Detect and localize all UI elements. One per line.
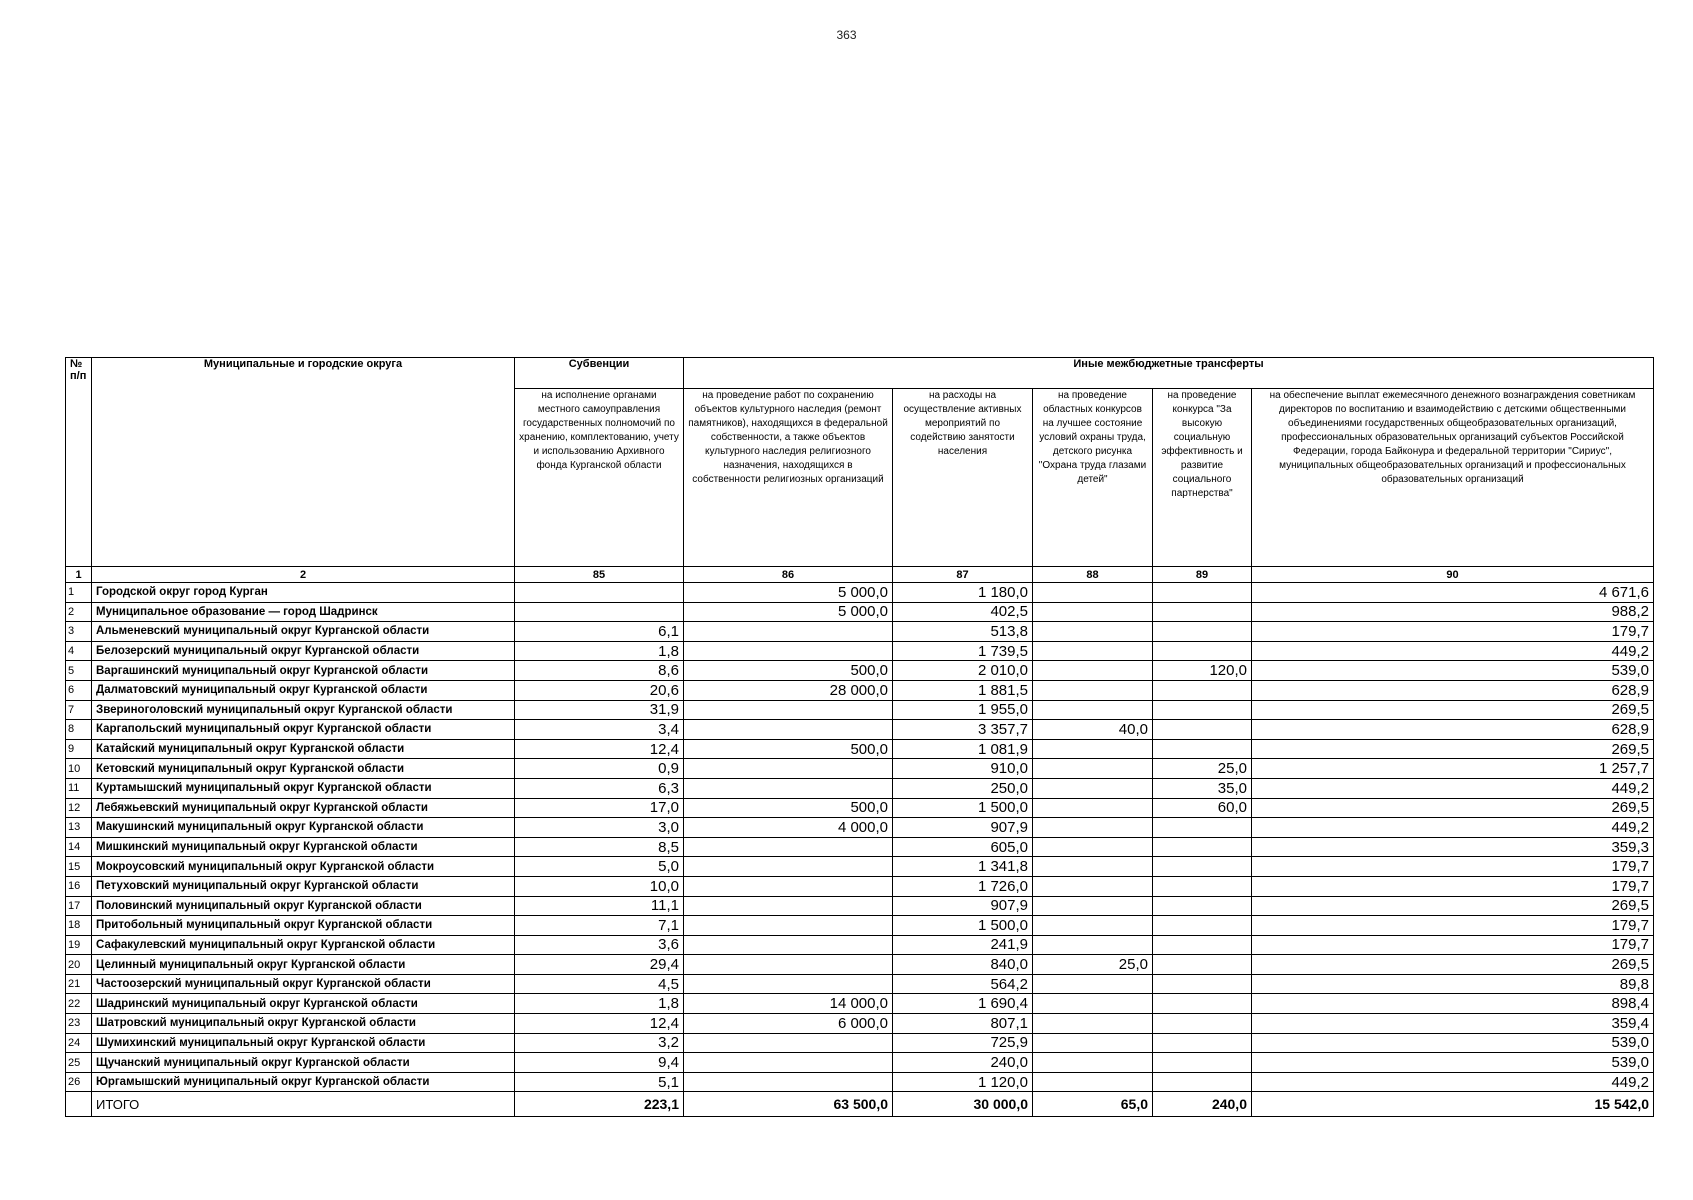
column-number: 88 [1033, 567, 1153, 583]
value-cell-87: 1 739,5 [893, 641, 1033, 661]
value-cell-89 [1153, 622, 1252, 642]
district-name: Шумихинский муниципальный округ Курганской области [92, 1033, 515, 1053]
column-number: 90 [1252, 567, 1654, 583]
value-cell-89 [1153, 818, 1252, 838]
district-name: Частоозерский муниципальный округ Курганской области [92, 974, 515, 994]
value-cell-89 [1153, 1072, 1252, 1092]
total-value-87: 30 000,0 [893, 1092, 1033, 1117]
district-name: Звериноголовский муниципальный округ Курганской области [92, 700, 515, 720]
row-number: 20 [66, 955, 92, 975]
value-cell-87: 1 500,0 [893, 916, 1033, 936]
value-cell-89 [1153, 1014, 1252, 1034]
value-cell-88 [1033, 759, 1153, 779]
value-cell-86 [684, 778, 893, 798]
value-cell-85: 4,5 [515, 974, 684, 994]
value-cell-89 [1153, 955, 1252, 975]
district-name: Щучанский муниципальный округ Курганской области [92, 1053, 515, 1073]
subheader-85: на исполнение органами местного самоуправления государственных полномочий по хранению, комплектованию, учету и использованию Архивного фонда Курганской области [515, 389, 684, 567]
column-number: 86 [684, 567, 893, 583]
value-cell-85: 6,3 [515, 778, 684, 798]
value-cell-89: 25,0 [1153, 759, 1252, 779]
value-cell-85: 8,6 [515, 661, 684, 681]
value-cell-86: 14 000,0 [684, 994, 893, 1014]
value-cell-86 [684, 876, 893, 896]
value-cell-89 [1153, 896, 1252, 916]
value-cell-86 [684, 622, 893, 642]
district-name: Петуховский муниципальный округ Курганской области [92, 876, 515, 896]
row-number: 3 [66, 622, 92, 642]
table-row [66, 876, 1654, 896]
total-row [66, 1092, 1654, 1117]
value-cell-87: 250,0 [893, 778, 1033, 798]
value-cell-90: 179,7 [1252, 935, 1654, 955]
table-row [66, 641, 1654, 661]
value-cell-85: 29,4 [515, 955, 684, 975]
table-row [66, 857, 1654, 877]
district-name: Каргапольский муниципальный округ Курганской области [92, 720, 515, 740]
table-row [66, 778, 1654, 798]
subheader-86: на проведение работ по сохранению объектов культурного наследия (ремонт памятников), находящихся в федеральной собственности, а также объектов культурного наследия религиозного назначения, находящихся в собственности религиозных организаций [684, 389, 893, 567]
value-cell-85: 3,4 [515, 720, 684, 740]
value-cell-89 [1153, 974, 1252, 994]
value-cell-89: 60,0 [1153, 798, 1252, 818]
table-row [66, 622, 1654, 642]
row-number: 23 [66, 1014, 92, 1034]
row-number: 15 [66, 857, 92, 877]
value-cell-88 [1033, 798, 1153, 818]
row-number: 5 [66, 661, 92, 681]
value-cell-90: 179,7 [1252, 857, 1654, 877]
value-cell-89 [1153, 720, 1252, 740]
value-cell-87: 1 120,0 [893, 1072, 1033, 1092]
table-row [66, 916, 1654, 936]
value-cell-89 [1153, 916, 1252, 936]
value-cell-88 [1033, 857, 1153, 877]
row-number: 4 [66, 641, 92, 661]
value-cell-88 [1033, 1072, 1153, 1092]
value-cell-87: 1 726,0 [893, 876, 1033, 896]
row-number: 1 [66, 583, 92, 603]
value-cell-90: 539,0 [1252, 1053, 1654, 1073]
row-number: 21 [66, 974, 92, 994]
row-number: 13 [66, 818, 92, 838]
table-row [66, 1072, 1654, 1092]
district-name: Варгашинский муниципальный округ Курганской области [92, 661, 515, 681]
table-row [66, 837, 1654, 857]
value-cell-88 [1033, 994, 1153, 1014]
value-cell-88 [1033, 778, 1153, 798]
district-name: Сафакулевский муниципальный округ Курганской области [92, 935, 515, 955]
value-cell-90: 179,7 [1252, 622, 1654, 642]
district-name: Белозерский муниципальный округ Курганской области [92, 641, 515, 661]
column-number: 2 [92, 567, 515, 583]
value-cell-89 [1153, 876, 1252, 896]
value-cell-87: 1 881,5 [893, 680, 1033, 700]
value-cell-86: 5 000,0 [684, 583, 893, 603]
district-name: Куртамышский муниципальный округ Курганской области [92, 778, 515, 798]
value-cell-88 [1033, 818, 1153, 838]
table-row [66, 680, 1654, 700]
total-value-85: 223,1 [515, 1092, 684, 1117]
row-number: 2 [66, 602, 92, 622]
value-cell-86 [684, 974, 893, 994]
value-cell-90: 628,9 [1252, 720, 1654, 740]
table-row [66, 818, 1654, 838]
value-cell-85: 9,4 [515, 1053, 684, 1073]
value-cell-89 [1153, 1033, 1252, 1053]
subventions-header: Субвенции [515, 358, 684, 389]
value-cell-85: 1,8 [515, 994, 684, 1014]
value-cell-89 [1153, 857, 1252, 877]
subheader-89: на проведение конкурса "За высокую социальную эффективность и развитие социального партнерства" [1153, 389, 1252, 567]
value-cell-88 [1033, 622, 1153, 642]
value-cell-90: 269,5 [1252, 896, 1654, 916]
district-name: Муниципальное образование — город Шадринск [92, 602, 515, 622]
value-cell-87: 910,0 [893, 759, 1033, 779]
value-cell-88 [1033, 1053, 1153, 1073]
value-cell-87: 1 081,9 [893, 739, 1033, 759]
table-row [66, 974, 1654, 994]
column-number: 1 [66, 567, 92, 583]
total-value-89: 240,0 [1153, 1092, 1252, 1117]
value-cell-87: 907,9 [893, 818, 1033, 838]
table-row [66, 739, 1654, 759]
col-name-header: Муниципальные и городские округа [92, 358, 515, 567]
value-cell-87: 240,0 [893, 1053, 1033, 1073]
value-cell-86: 500,0 [684, 661, 893, 681]
value-cell-85: 31,9 [515, 700, 684, 720]
district-name: Юргамышский муниципальный округ Курганской области [92, 1072, 515, 1092]
column-number: 87 [893, 567, 1033, 583]
value-cell-88 [1033, 680, 1153, 700]
value-cell-90: 4 671,6 [1252, 583, 1654, 603]
subheader-90: на обеспечение выплат ежемесячного денежного вознаграждения советникам директоров по воспитанию и взаимодействию с детскими общественными объединениями государственных общеобразовательных организаций, профессиональных образовательных организаций субъектов Российской Федерации, города Байконура и федеральной территории "Сириус", муниципальных общеобразовательных организаций и профессиональных образовательных организаций [1252, 389, 1654, 567]
page-number: 363 [836, 28, 857, 42]
value-cell-90: 179,7 [1252, 876, 1654, 896]
value-cell-89 [1153, 739, 1252, 759]
value-cell-86 [684, 1072, 893, 1092]
value-cell-90: 269,5 [1252, 955, 1654, 975]
value-cell-89 [1153, 583, 1252, 603]
total-value-90: 15 542,0 [1252, 1092, 1654, 1117]
value-cell-88 [1033, 974, 1153, 994]
table-row [66, 994, 1654, 1014]
value-cell-85: 0,9 [515, 759, 684, 779]
value-cell-90: 269,5 [1252, 700, 1654, 720]
value-cell-90: 449,2 [1252, 1072, 1654, 1092]
value-cell-87: 1 341,8 [893, 857, 1033, 877]
district-name: Половинский муниципальный округ Курганской области [92, 896, 515, 916]
subheader-88: на проведение областных конкурсов на лучшее состояние условий охраны труда, детского рисунка "Охрана труда глазами детей" [1033, 389, 1153, 567]
col-number-header: № п/п [66, 358, 92, 567]
value-cell-87: 1 690,4 [893, 994, 1033, 1014]
value-cell-89 [1153, 935, 1252, 955]
value-cell-87: 513,8 [893, 622, 1033, 642]
table-row [66, 720, 1654, 740]
value-cell-85: 20,6 [515, 680, 684, 700]
value-cell-90: 89,8 [1252, 974, 1654, 994]
value-cell-87: 2 010,0 [893, 661, 1033, 681]
value-cell-85 [515, 602, 684, 622]
value-cell-85: 11,1 [515, 896, 684, 916]
value-cell-85 [515, 583, 684, 603]
value-cell-85: 17,0 [515, 798, 684, 818]
value-cell-86: 5 000,0 [684, 602, 893, 622]
value-cell-86 [684, 935, 893, 955]
value-cell-90: 539,0 [1252, 1033, 1654, 1053]
district-name: Лебяжьевский муниципальный округ Курганской области [92, 798, 515, 818]
value-cell-86 [684, 916, 893, 936]
row-number: 22 [66, 994, 92, 1014]
value-cell-86 [684, 955, 893, 975]
value-cell-90: 1 257,7 [1252, 759, 1654, 779]
column-numbers-row [66, 567, 1654, 583]
value-cell-85: 3,2 [515, 1033, 684, 1053]
value-cell-86: 6 000,0 [684, 1014, 893, 1034]
value-cell-87: 725,9 [893, 1033, 1033, 1053]
value-cell-87: 241,9 [893, 935, 1033, 955]
value-cell-88 [1033, 583, 1153, 603]
total-value-88: 65,0 [1033, 1092, 1153, 1117]
row-number: 26 [66, 1072, 92, 1092]
value-cell-90: 898,4 [1252, 994, 1654, 1014]
column-number: 89 [1153, 567, 1252, 583]
value-cell-85: 3,6 [515, 935, 684, 955]
value-cell-89 [1153, 1053, 1252, 1073]
district-name: Макушинский муниципальный округ Курганской области [92, 818, 515, 838]
value-cell-85: 6,1 [515, 622, 684, 642]
value-cell-88 [1033, 916, 1153, 936]
value-cell-85: 5,1 [515, 1072, 684, 1092]
value-cell-87: 564,2 [893, 974, 1033, 994]
row-number: 6 [66, 680, 92, 700]
table-row [66, 1014, 1654, 1034]
value-cell-90: 179,7 [1252, 916, 1654, 936]
value-cell-90: 449,2 [1252, 778, 1654, 798]
value-cell-87: 1 180,0 [893, 583, 1033, 603]
row-number: 12 [66, 798, 92, 818]
subheader-87: на расходы на осуществление активных мероприятий по содействию занятости населения [893, 389, 1033, 567]
value-cell-89 [1153, 700, 1252, 720]
value-cell-85: 7,1 [515, 916, 684, 936]
value-cell-88 [1033, 602, 1153, 622]
table-row [66, 798, 1654, 818]
value-cell-90: 628,9 [1252, 680, 1654, 700]
value-cell-88 [1033, 1014, 1153, 1034]
table-row [66, 759, 1654, 779]
value-cell-88 [1033, 641, 1153, 661]
value-cell-86 [684, 837, 893, 857]
value-cell-88 [1033, 837, 1153, 857]
value-cell-89 [1153, 994, 1252, 1014]
district-name: Мишкинский муниципальный округ Курганской области [92, 837, 515, 857]
value-cell-86: 28 000,0 [684, 680, 893, 700]
transfers-table [65, 357, 1654, 1117]
district-name: Целинный муниципальный округ Курганской области [92, 955, 515, 975]
row-number: 9 [66, 739, 92, 759]
value-cell-85: 10,0 [515, 876, 684, 896]
value-cell-86 [684, 1033, 893, 1053]
row-number: 16 [66, 876, 92, 896]
value-cell-90: 269,5 [1252, 739, 1654, 759]
value-cell-89 [1153, 680, 1252, 700]
transfers-header: Иные межбюджетные трансферты [684, 358, 1654, 389]
value-cell-90: 988,2 [1252, 602, 1654, 622]
value-cell-90: 449,2 [1252, 818, 1654, 838]
value-cell-90: 539,0 [1252, 661, 1654, 681]
value-cell-88: 25,0 [1033, 955, 1153, 975]
value-cell-89 [1153, 602, 1252, 622]
table-row [66, 896, 1654, 916]
value-cell-88 [1033, 896, 1153, 916]
row-number: 10 [66, 759, 92, 779]
value-cell-90: 269,5 [1252, 798, 1654, 818]
table-row [66, 700, 1654, 720]
value-cell-87: 605,0 [893, 837, 1033, 857]
table-row [66, 602, 1654, 622]
row-number: 14 [66, 837, 92, 857]
value-cell-89 [1153, 641, 1252, 661]
district-name: Альменевский муниципальный округ Курганской области [92, 622, 515, 642]
value-cell-87: 807,1 [893, 1014, 1033, 1034]
total-row-number [66, 1092, 92, 1117]
value-cell-87: 907,9 [893, 896, 1033, 916]
value-cell-87: 1 500,0 [893, 798, 1033, 818]
table-row [66, 955, 1654, 975]
column-number: 85 [515, 567, 684, 583]
value-cell-86 [684, 1053, 893, 1073]
value-cell-90: 359,3 [1252, 837, 1654, 857]
table-row [66, 661, 1654, 681]
value-cell-89 [1153, 837, 1252, 857]
value-cell-86: 4 000,0 [684, 818, 893, 838]
row-number: 24 [66, 1033, 92, 1053]
value-cell-86 [684, 896, 893, 916]
row-number: 17 [66, 896, 92, 916]
row-number: 19 [66, 935, 92, 955]
value-cell-85: 1,8 [515, 641, 684, 661]
district-name: Мокроусовский муниципальный округ Курганской области [92, 857, 515, 877]
district-name: Шадринский муниципальный округ Курганской области [92, 994, 515, 1014]
district-name: Притобольный муниципальный округ Курганской области [92, 916, 515, 936]
value-cell-88 [1033, 1033, 1153, 1053]
value-cell-86 [684, 700, 893, 720]
value-cell-89: 35,0 [1153, 778, 1252, 798]
row-number: 11 [66, 778, 92, 798]
value-cell-87: 840,0 [893, 955, 1033, 975]
district-name: Городской округ город Курган [92, 583, 515, 603]
value-cell-86: 500,0 [684, 798, 893, 818]
value-cell-87: 1 955,0 [893, 700, 1033, 720]
table-row [66, 1033, 1654, 1053]
value-cell-86 [684, 720, 893, 740]
value-cell-88: 40,0 [1033, 720, 1153, 740]
value-cell-88 [1033, 876, 1153, 896]
value-cell-85: 3,0 [515, 818, 684, 838]
value-cell-90: 359,4 [1252, 1014, 1654, 1034]
value-cell-88 [1033, 935, 1153, 955]
table-row [66, 583, 1654, 603]
value-cell-85: 12,4 [515, 1014, 684, 1034]
value-cell-86 [684, 759, 893, 779]
row-number: 25 [66, 1053, 92, 1073]
total-value-86: 63 500,0 [684, 1092, 893, 1117]
value-cell-85: 8,5 [515, 837, 684, 857]
table-row [66, 1053, 1654, 1073]
table-row [66, 935, 1654, 955]
value-cell-90: 449,2 [1252, 641, 1654, 661]
value-cell-88 [1033, 661, 1153, 681]
value-cell-87: 3 357,7 [893, 720, 1033, 740]
total-label: ИТОГО [92, 1092, 515, 1117]
district-name: Катайский муниципальный округ Курганской области [92, 739, 515, 759]
value-cell-88 [1033, 739, 1153, 759]
value-cell-86: 500,0 [684, 739, 893, 759]
value-cell-87: 402,5 [893, 602, 1033, 622]
value-cell-85: 12,4 [515, 739, 684, 759]
value-cell-89: 120,0 [1153, 661, 1252, 681]
value-cell-85: 5,0 [515, 857, 684, 877]
value-cell-86 [684, 641, 893, 661]
row-number: 7 [66, 700, 92, 720]
row-number: 18 [66, 916, 92, 936]
value-cell-88 [1033, 700, 1153, 720]
district-name: Далматовский муниципальный округ Курганской области [92, 680, 515, 700]
district-name: Кетовский муниципальный округ Курганской области [92, 759, 515, 779]
district-name: Шатровский муниципальный округ Курганской области [92, 1014, 515, 1034]
row-number: 8 [66, 720, 92, 740]
value-cell-86 [684, 857, 893, 877]
